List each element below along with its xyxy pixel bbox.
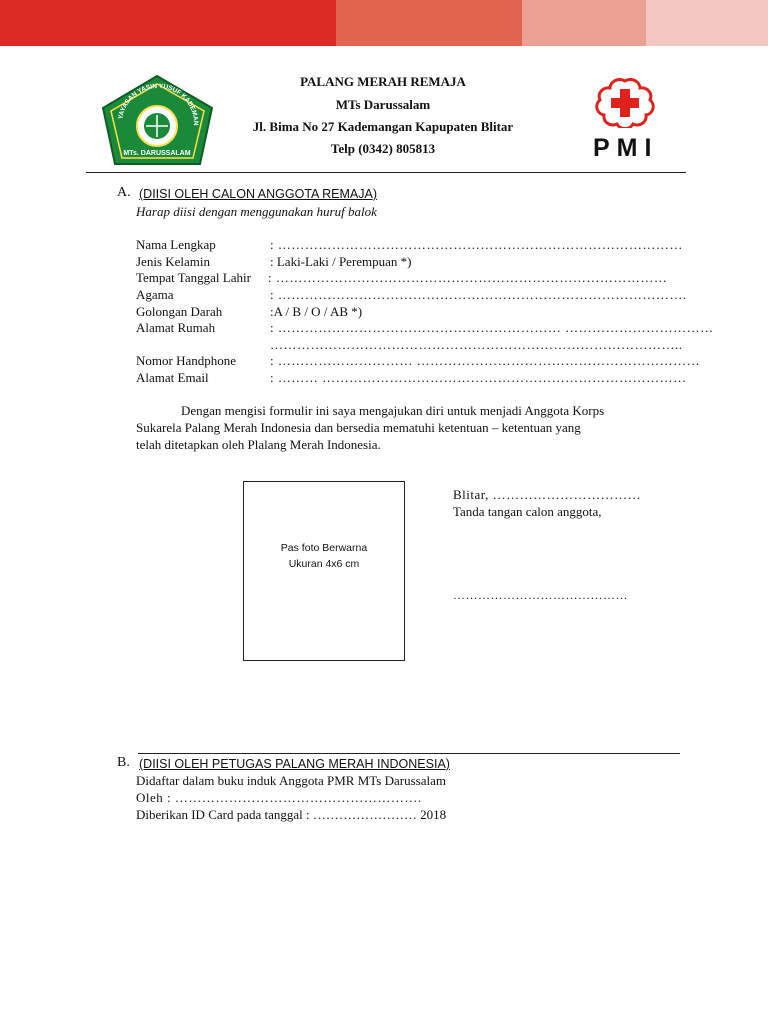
city-date[interactable]: Blitar, ……………………………: [453, 487, 642, 502]
section-a-note: Harap diisi dengan menggunakan huruf balok: [136, 204, 377, 219]
signature-line[interactable]: ……………………………………: [453, 588, 628, 602]
signature-label: Tanda tangan calon anggota,: [453, 504, 602, 519]
photo-box[interactable]: [243, 481, 405, 661]
field-value-address[interactable]: : ……………………………………………………… ……………………………: [270, 320, 714, 335]
photo-label-2: Ukuran 4x6 cm: [288, 558, 360, 570]
pmi-logo: [590, 78, 660, 138]
section-a-title: (DIISI OLEH CALON ANGGOTA REMAJA): [139, 187, 378, 201]
section-b-line-1: Didaftar dalam buku induk Anggota PMR MTs Darussalam: [136, 773, 446, 788]
field-value-address-2[interactable]: ………………………………………………………………………………..: [270, 337, 683, 352]
top-bar-4: [646, 0, 768, 46]
field-label-address: Alamat Rumah: [136, 320, 216, 335]
field-label-religion: Agama: [136, 287, 174, 302]
school-phone: Telp (0342) 805813: [330, 141, 436, 156]
section-b-line-3[interactable]: Diberikan ID Card pada tanggal : …………………… 2018: [136, 807, 447, 822]
field-label-birth: Tempat Tanggal Lahir: [136, 270, 251, 285]
field-label-phone: Nomor Handphone: [136, 353, 237, 368]
statement-line-2: Sukarela Palang Merah Indonesia dan bersedia mematuhi ketentuan – ketentuan yang: [136, 420, 581, 435]
school-logo: [100, 72, 215, 167]
photo-label-1: Pas foto Berwarna: [280, 542, 368, 554]
header-divider: [86, 172, 686, 173]
field-label-email: Alamat Email: [136, 370, 209, 385]
section-b-title: (DIISI OLEH PETUGAS PALANG MERAH INDONESIA): [139, 757, 450, 771]
school-address: Jl. Bima No 27 Kademangan Kapupaten Blitar: [252, 119, 514, 134]
field-value-phone[interactable]: : ………………………… ………………………………………………………: [270, 353, 701, 368]
field-value-religion[interactable]: : ……………………………………………………………………………….: [270, 287, 687, 302]
field-label-gender: Jenis Kelamin: [136, 254, 211, 269]
section-b-line-2[interactable]: Oleh : ……………………………………………….: [136, 790, 422, 805]
field-value-birth[interactable]: : ……………………………………………………………………………: [268, 270, 668, 285]
top-bar-2: [336, 0, 522, 46]
field-value-email[interactable]: : ……… ………………………………………………………………………: [270, 370, 687, 385]
school-name: MTs Darussalam: [335, 97, 431, 112]
field-value-name[interactable]: : ………………………………………………………………………………: [270, 237, 683, 252]
statement-line-3: telah ditetapkan oleh Plalang Merah Indonesia.: [136, 437, 381, 452]
section-b-divider: [138, 753, 680, 754]
statement-line-1: Dengan mengisi formulir ini saya mengajukan diri untuk menjadi Anggota Korps: [181, 403, 605, 418]
logo-bottom-text: MTs. DARUSSALAM: [123, 150, 191, 157]
pmi-logo-text: PMI: [593, 134, 659, 162]
logo-arc-text: YAYASAN YASIN YUSUF KADEMAN: [117, 82, 200, 126]
top-bar-3: [522, 0, 646, 46]
field-label-blood: Golongan Darah: [136, 304, 223, 319]
section-b-letter: B.: [117, 755, 130, 770]
top-bar-1: [0, 0, 336, 46]
field-value-blood[interactable]: :A / B / O / AB *): [270, 304, 363, 319]
field-value-gender[interactable]: : Laki-Laki / Perempuan *): [270, 254, 412, 269]
field-label-name: Nama Lengkap: [136, 237, 216, 252]
org-title: PALANG MERAH REMAJA: [300, 74, 466, 89]
section-a-letter: A.: [117, 185, 131, 200]
